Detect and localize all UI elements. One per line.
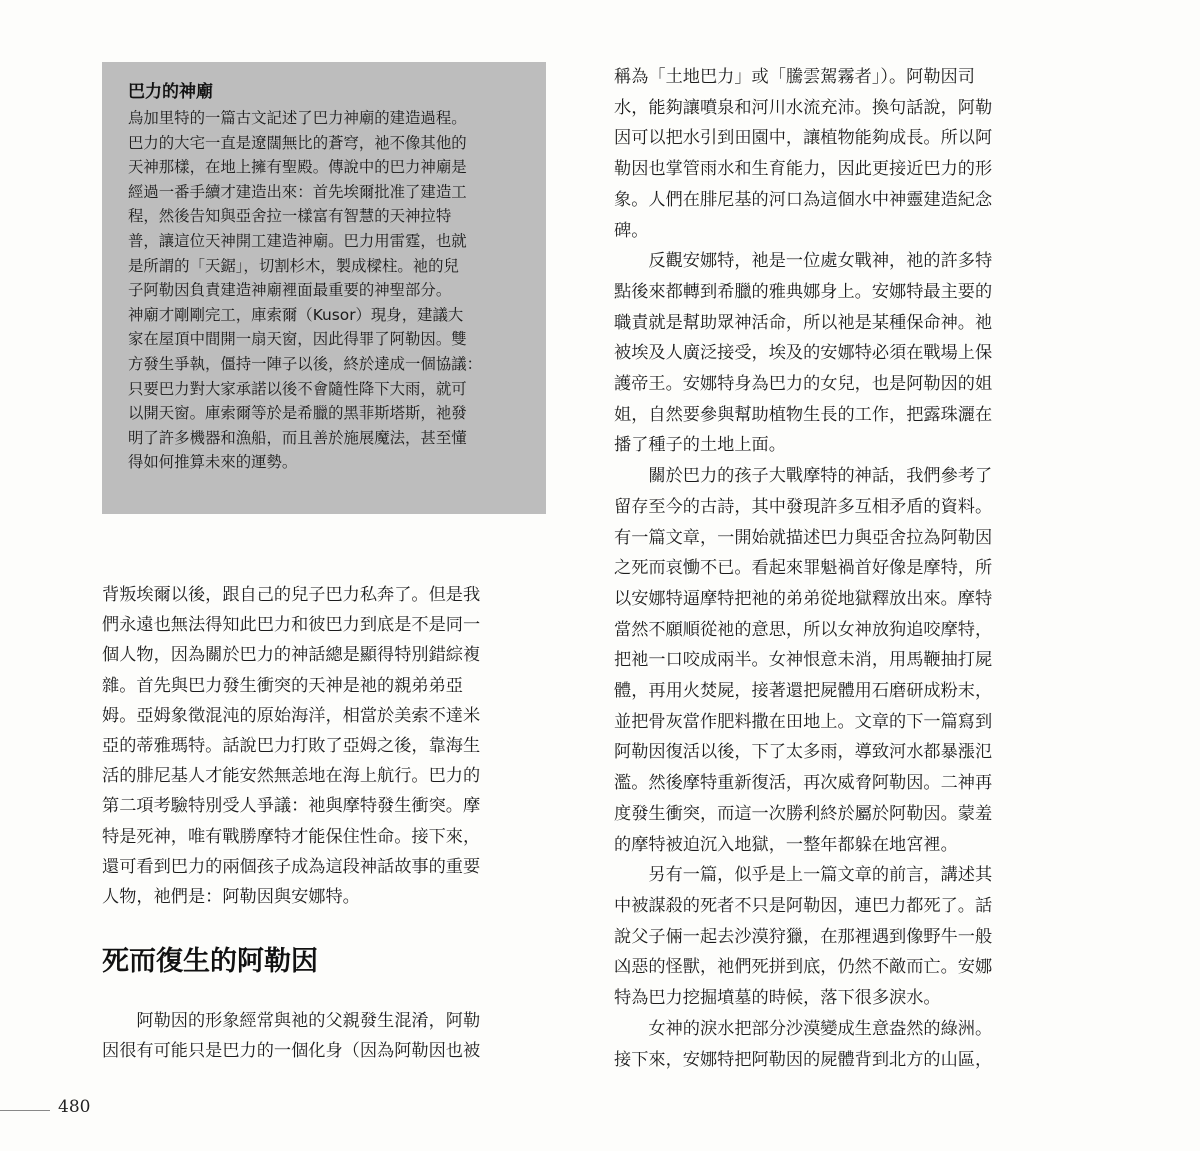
sidebar-paragraph-2: 神廟才剛剛完工，庫索爾（Kusor）現身，建議大 家在屋頂中間開一扇天窗，因此得罪了阿勒因。雙 方發生爭執，僵持一陣子以後，終於達成一個協議： 只要巴力對大家承諾以後不會隨性降下大雨，就可 以開天窗。庫索爾等於是希臘的黑菲斯塔斯，祂發 明了許多機器和漁船，而且善於施展魔法，甚至懂 得如何推算未來的運勢。: [128, 305, 482, 472]
right-paragraph-5: 女神的淚水把部分沙漠變成生意盎然的綠洲。 接下來，安娜特把阿勒因的屍體背到北方的山區，: [614, 1018, 993, 1070]
left-paragraph-2: 阿勒因的形象經常與祂的父親發生混淆，阿勒 因很有可能只是巴力的一個化身（因為阿勒因也被: [102, 1011, 481, 1062]
right-paragraph-3: 關於巴力的孩子大戰摩特的神話，我們參考了 留存至今的古詩，其中發現許多互相矛盾的資料。 有一篇文章，一開始就描述巴力與亞舍拉為阿勒因 之死而哀慟不已。看起來罪魁禍首好像是摩特，所 以安娜特逼摩特把祂的弟弟從地獄釋放出來。摩特 當然不願順從祂的意思，所以女神放狗追咬摩特， 把祂一口咬成兩半。女神恨意未消，用馬鞭抽打屍 體，再用火焚屍，接著還把屍體用石磨研成粉末， 並把骨灰當作肥料撒在田地上。文章的下一篇寫到 阿勒因復活以後，下了太多雨，導致河水都暴漲氾 濫。然後摩特重新復活，再次威脅阿勒因。二神再 度發生衝突，而這一次勝利終於屬於阿勒因。蒙羞 的摩特被迫沉入地獄，一整年都躲在地宮裡。: [614, 466, 993, 855]
section-heading: 死而復生的阿勒因: [102, 946, 318, 977]
right-paragraph-4: 另有一篇，似乎是上一篇文章的前言，講述其 中被謀殺的死者不只是阿勒因，連巴力都死了。話 說父子倆一起去沙漠狩獵，在那裡遇到像野牛一般 凶惡的怪獸，祂們死拼到底，仍然不敵而亡。安娜 特為巴力挖掘墳墓的時候，落下很多淚水。: [614, 865, 993, 1009]
left-column: [102, 580, 552, 912]
right-column: [614, 62, 1064, 1075]
sidebar-box: [102, 62, 546, 514]
sidebar-paragraph-1: 烏加里特的一篇古文記述了巴力神廟的建造過程。 巴力的大宅一直是遼闊無比的蒼穹，祂不像其他的 天神那樣，在地上擁有聖殿。傳說中的巴力神廟是 經過一番手續才建造出來：首先埃爾批准了建造工 程，然後告知與亞舍拉一樣富有智慧的天神拉特 普，讓這位天神開工建造神廟。巴力用雷霆，也就 是所謂的「天鋸」，切割杉木，製成樑柱。祂的兒 子阿勒因負責建造神廟裡面最重要的神聖部分。: [128, 109, 467, 300]
right-paragraph-1: 稱為「土地巴力」或「騰雲駕霧者」）。阿勒因司 水，能夠讓噴泉和河川水流充沛。換句話說，阿勒 因可以把水引到田園中，讓植物能夠成長。所以阿 勒因也掌管雨水和生育能力，因此更接近巴力的形 象。人們在腓尼基的河口為這個水中神靈建造紀念 碑。: [614, 67, 993, 241]
right-paragraph-2: 反觀安娜特，祂是一位處女戰神，祂的許多特 點後來都轉到希臘的雅典娜身上。安娜特最主要的 職責就是幫助眾神活命，所以祂是某種保命神。祂 被埃及人廣泛接受，埃及的安娜特必須在戰場上保 護帝王。安娜特身為巴力的女兒，也是阿勒因的姐 姐，自然要參與幫助植物生長的工作，把露珠灑在 播了種子的土地上面。: [614, 251, 993, 456]
page-number: 480: [58, 1097, 91, 1117]
footer-rule: [0, 1110, 50, 1111]
left-paragraph-1: 背叛埃爾以後，跟自己的兒子巴力私奔了。但是我 們永遠也無法得知此巴力和彼巴力到底是不是同一 個人物，因為關於巴力的神話總是顯得特別錯綜複 雜。首先與巴力發生衝突的天神是祂的親弟弟亞 姆。亞姆象徵混沌的原始海洋，相當於美索不達米 亞的蒂雅瑪特。話說巴力打敗了亞姆之後，靠海生 活的腓尼基人才能安然無恙地在海上航行。巴力的 第二項考驗特別受人爭議：祂與摩特發生衝突。摩 特是死神，唯有戰勝摩特才能保住性命。接下來， 還可看到巴力的兩個孩子成為這段神話故事的重要 人物，祂們是：阿勒因與安娜特。: [102, 585, 481, 908]
sidebar-title: 巴力的神廟: [128, 82, 213, 102]
left-column-continued: [102, 1006, 552, 1066]
